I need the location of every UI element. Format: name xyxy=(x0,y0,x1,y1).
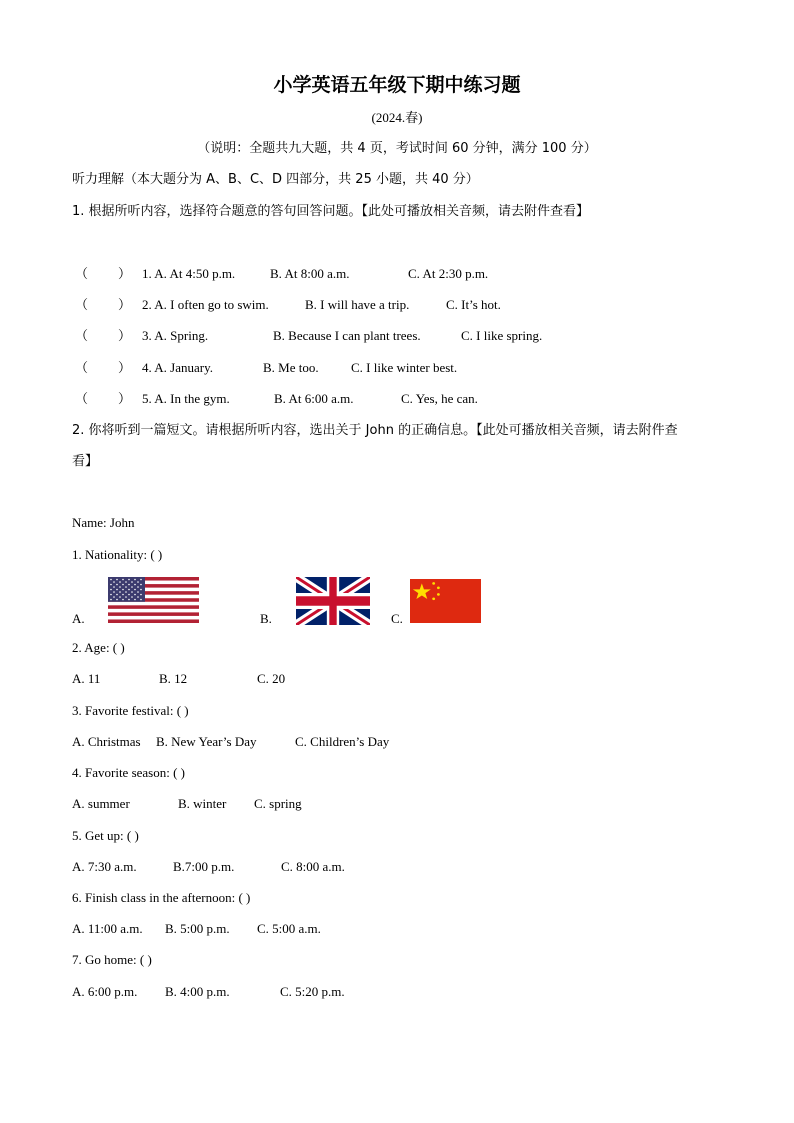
paren-open: （ xyxy=(75,360,89,375)
option-c: C. Yes, he can. xyxy=(401,391,478,406)
question: 7. Go home: ( ) xyxy=(72,952,152,967)
option-b: B. Me too. xyxy=(263,360,319,375)
option-a: A. 11 xyxy=(72,671,101,686)
section-heading: 听力理解（本大题分为 A、B、C、D 四部分，共 25 小题，共 40 分） xyxy=(72,172,479,187)
option-b: B. I will have a trip. xyxy=(305,297,410,312)
option-b: B. 12 xyxy=(159,671,188,686)
option-a: A. xyxy=(72,611,85,626)
name-label: Name: John xyxy=(72,515,135,530)
china-flag-icon xyxy=(410,579,481,623)
question: 2. Age: ( ) xyxy=(72,640,125,655)
option-b: B. 5:00 p.m. xyxy=(165,921,230,936)
question: 5. Get up: ( ) xyxy=(72,828,139,843)
paren-open: （ xyxy=(75,266,89,281)
option-c: C. xyxy=(391,611,403,626)
paren-open: （ xyxy=(75,297,89,312)
option-a: A. summer xyxy=(72,796,130,811)
option-b: B. xyxy=(260,611,272,626)
question: 1. Nationality: ( ) xyxy=(72,547,163,562)
paren-open: （ xyxy=(75,391,89,406)
part2-heading: 2. 你将听到一篇短文。请根据所听内容，选出关于 John 的正确信息。【此处可播放相关音频，请去附件查 xyxy=(72,423,678,438)
option-c: C. I like winter best. xyxy=(351,360,458,375)
option-b: B.7:00 p.m. xyxy=(173,859,235,874)
option-c: C. 20 xyxy=(257,671,286,686)
option-a: A. 11:00 a.m. xyxy=(72,921,143,936)
option-c: C. I like spring. xyxy=(461,328,543,343)
option-c: C. 5:00 a.m. xyxy=(257,921,321,936)
paren-close: ） xyxy=(118,391,132,406)
question: 6. Finish class in the afternoon: ( ) xyxy=(72,890,251,905)
part1-heading: 1. 根据所听内容，选择符合题意的答句回答问题。【此处可播放相关音频，请去附件查看】 xyxy=(72,204,590,219)
question: 3. Favorite festival: ( ) xyxy=(72,703,189,718)
option-a: A. 6:00 p.m. xyxy=(72,984,138,999)
option-b: B. Because I can plant trees. xyxy=(273,328,421,343)
option-a: A. 7:30 a.m. xyxy=(72,859,137,874)
paren-close: ） xyxy=(118,266,132,281)
option-a: 3. A. Spring. xyxy=(142,328,209,343)
uk-flag-icon xyxy=(296,577,370,625)
option-c: C. At 2:30 p.m. xyxy=(408,266,489,281)
option-b: B. winter xyxy=(178,796,227,811)
option-c: C. 5:20 p.m. xyxy=(280,984,345,999)
option-c: C. Children’s Day xyxy=(295,734,390,749)
option-c: C. It’s hot. xyxy=(446,297,501,312)
option-a: 1. A. At 4:50 p.m. xyxy=(142,266,236,281)
subtitle: (2024.春) xyxy=(371,110,423,125)
part2-heading-cont: 看】 xyxy=(72,454,99,469)
page-title: 小学英语五年级下期中练习题 xyxy=(273,74,521,96)
question: 4. Favorite season: ( ) xyxy=(72,765,186,780)
option-a: 2. A. I often go to swim. xyxy=(142,297,269,312)
usa-flag-icon xyxy=(108,577,199,623)
option-c: C. spring xyxy=(254,796,302,811)
option-b: B. At 6:00 a.m. xyxy=(274,391,354,406)
paren-close: ） xyxy=(118,328,132,343)
option-b: B. 4:00 p.m. xyxy=(165,984,230,999)
option-a: 5. A. In the gym. xyxy=(142,391,230,406)
option-b: B. New Year’s Day xyxy=(156,734,257,749)
option-b: B. At 8:00 a.m. xyxy=(270,266,350,281)
paren-close: ） xyxy=(118,297,132,312)
option-a: 4. A. January. xyxy=(142,360,214,375)
paren-open: （ xyxy=(75,328,89,343)
instructions: （说明：全题共九大题，共 4 页，考试时间 60 分钟，满分 100 分） xyxy=(197,141,597,156)
option-c: C. 8:00 a.m. xyxy=(281,859,345,874)
option-a: A. Christmas xyxy=(72,734,141,749)
paren-close: ） xyxy=(118,360,132,375)
